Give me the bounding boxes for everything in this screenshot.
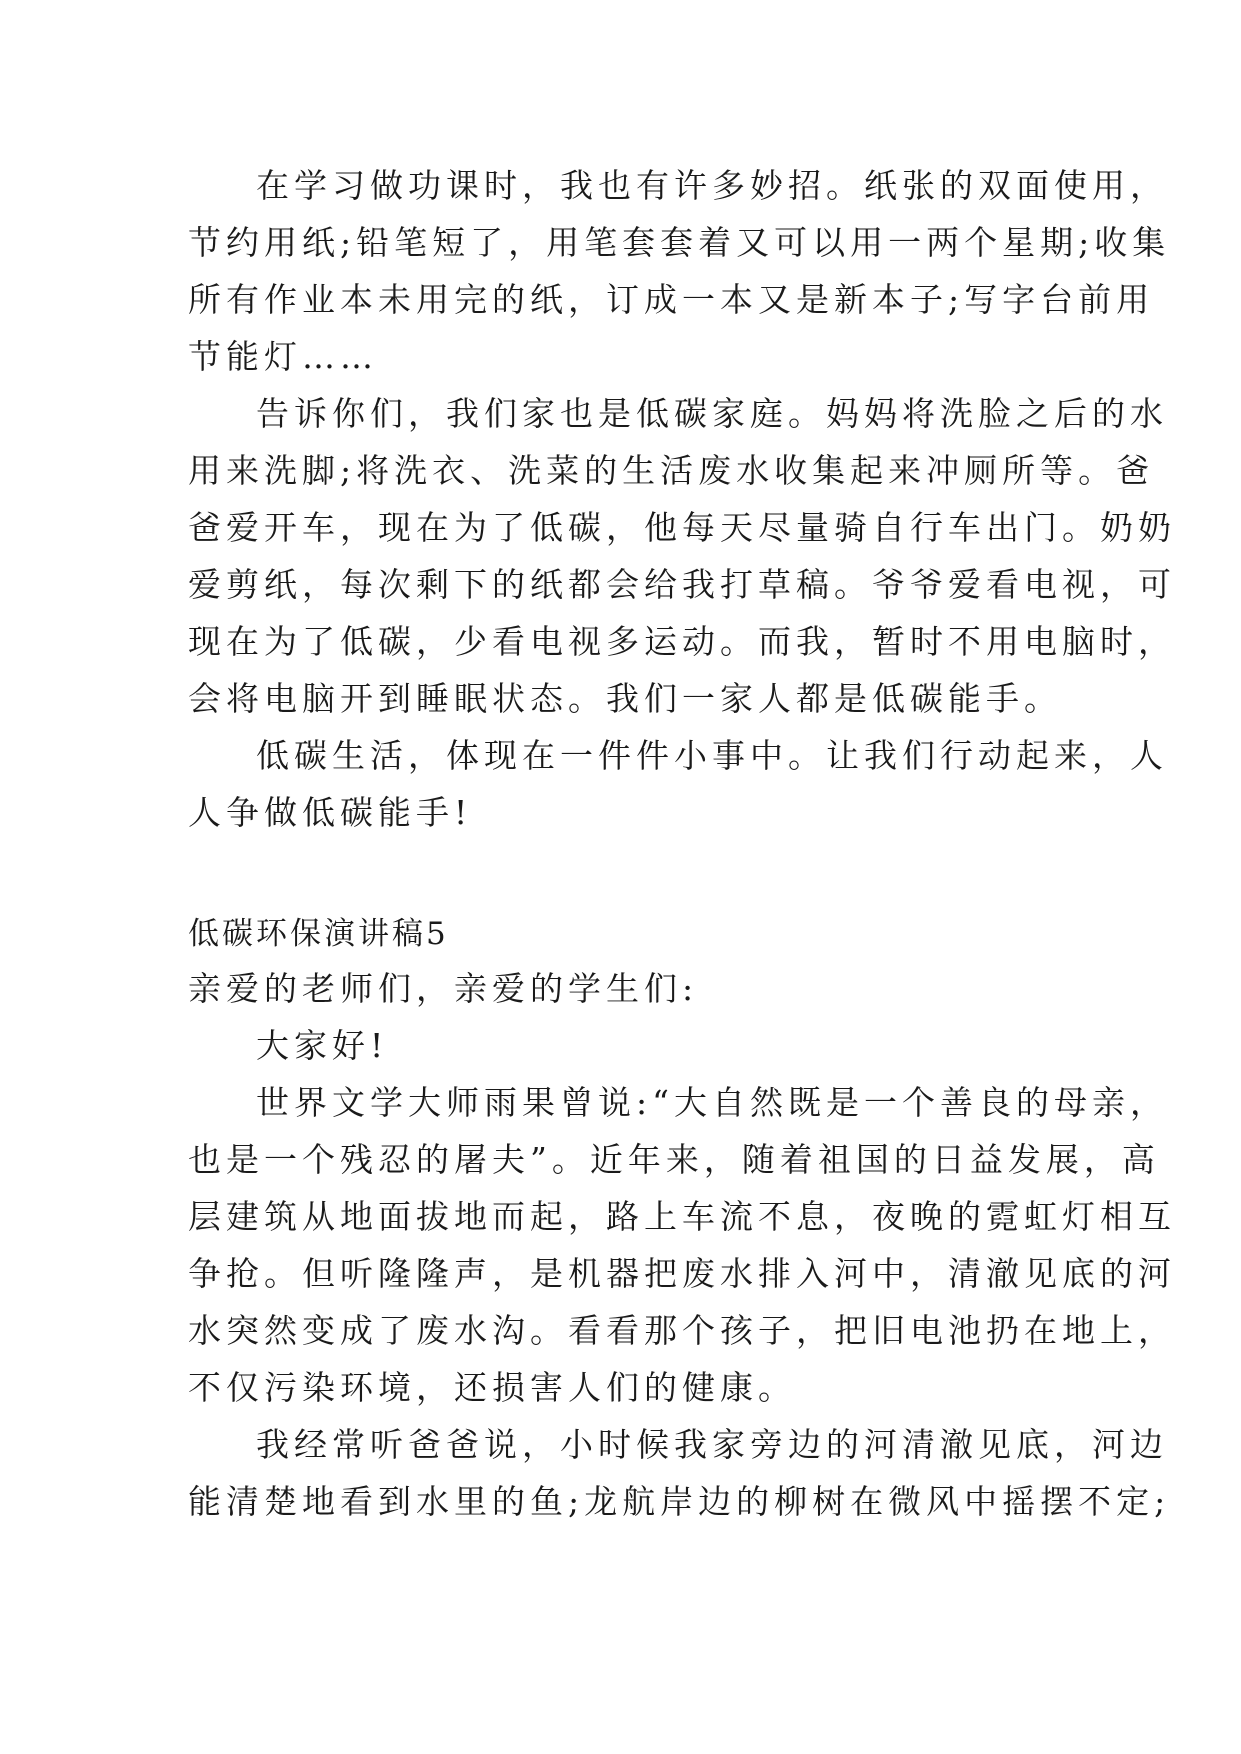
- text-line: 所有作业本未用完的纸，订成一本又是新本子;写字台前用: [188, 280, 1155, 319]
- paragraph-conclusion: [188, 727, 1168, 841]
- text-line: 不仅污染环境，还损害人们的健康。: [188, 1368, 796, 1407]
- text-line: 爸爱开车，现在为了低碳，他每天尽量骑自行车出门。奶奶: [188, 508, 1176, 547]
- text-line: 用来洗脚;将洗衣、洗菜的生活废水收集起来冲厕所等。爸: [188, 451, 1155, 490]
- speech-body: [188, 960, 1176, 1530]
- text-line: 层建筑从地面拔地而起，路上车流不息，夜晚的霓虹灯相互: [188, 1197, 1176, 1236]
- text-line: 在学习做功课时，我也有许多妙招。纸张的双面使用，: [256, 166, 1168, 205]
- greeting: 大家好!: [256, 1026, 389, 1065]
- text-line: 世界文学大师雨果曾说:“大自然既是一个善良的母亲，: [256, 1083, 1168, 1122]
- text-line: 会将电脑开到睡眠状态。我们一家人都是低碳能手。: [188, 679, 1062, 718]
- paragraph-family: [188, 385, 1176, 727]
- text-line: 也是一个残忍的屠夫”。近年来，随着祖国的日益发展，高: [188, 1140, 1160, 1179]
- text-line: 告诉你们，我们家也是低碳家庭。妈妈将洗脸之后的水: [256, 394, 1168, 433]
- text-line: 能清楚地看到水里的鱼;龙航岸边的柳树在微风中摇摆不定;: [188, 1482, 1171, 1521]
- text-line: 我经常听爸爸说，小时候我家旁边的河清澈见底，河边: [256, 1425, 1168, 1464]
- text-line: 人争做低碳能手!: [188, 793, 473, 832]
- salutation: 亲爱的老师们，亲爱的学生们:: [188, 969, 699, 1008]
- section-title: 低碳环保演讲稿5: [188, 916, 449, 952]
- text-line: 低碳生活，体现在一件件小事中。让我们行动起来，人: [256, 736, 1168, 775]
- text-line: 水突然变成了废水沟。看看那个孩子，把旧电池扔在地上，: [188, 1311, 1176, 1350]
- text-line: 爱剪纸，每次剩下的纸都会给我打草稿。爷爷爱看电视，可: [188, 565, 1176, 604]
- text-line: 现在为了低碳，少看电视多运动。而我，暂时不用电脑时，: [188, 622, 1176, 661]
- text-line: 争抢。但听隆隆声，是机器把废水排入河中，清澈见底的河: [188, 1254, 1176, 1293]
- text-line: 节能灯……: [188, 337, 378, 376]
- paragraph-study-tips: [188, 157, 1171, 385]
- text-line: 节约用纸;铅笔短了，用笔套套着又可以用一两个星期;收集: [188, 223, 1171, 262]
